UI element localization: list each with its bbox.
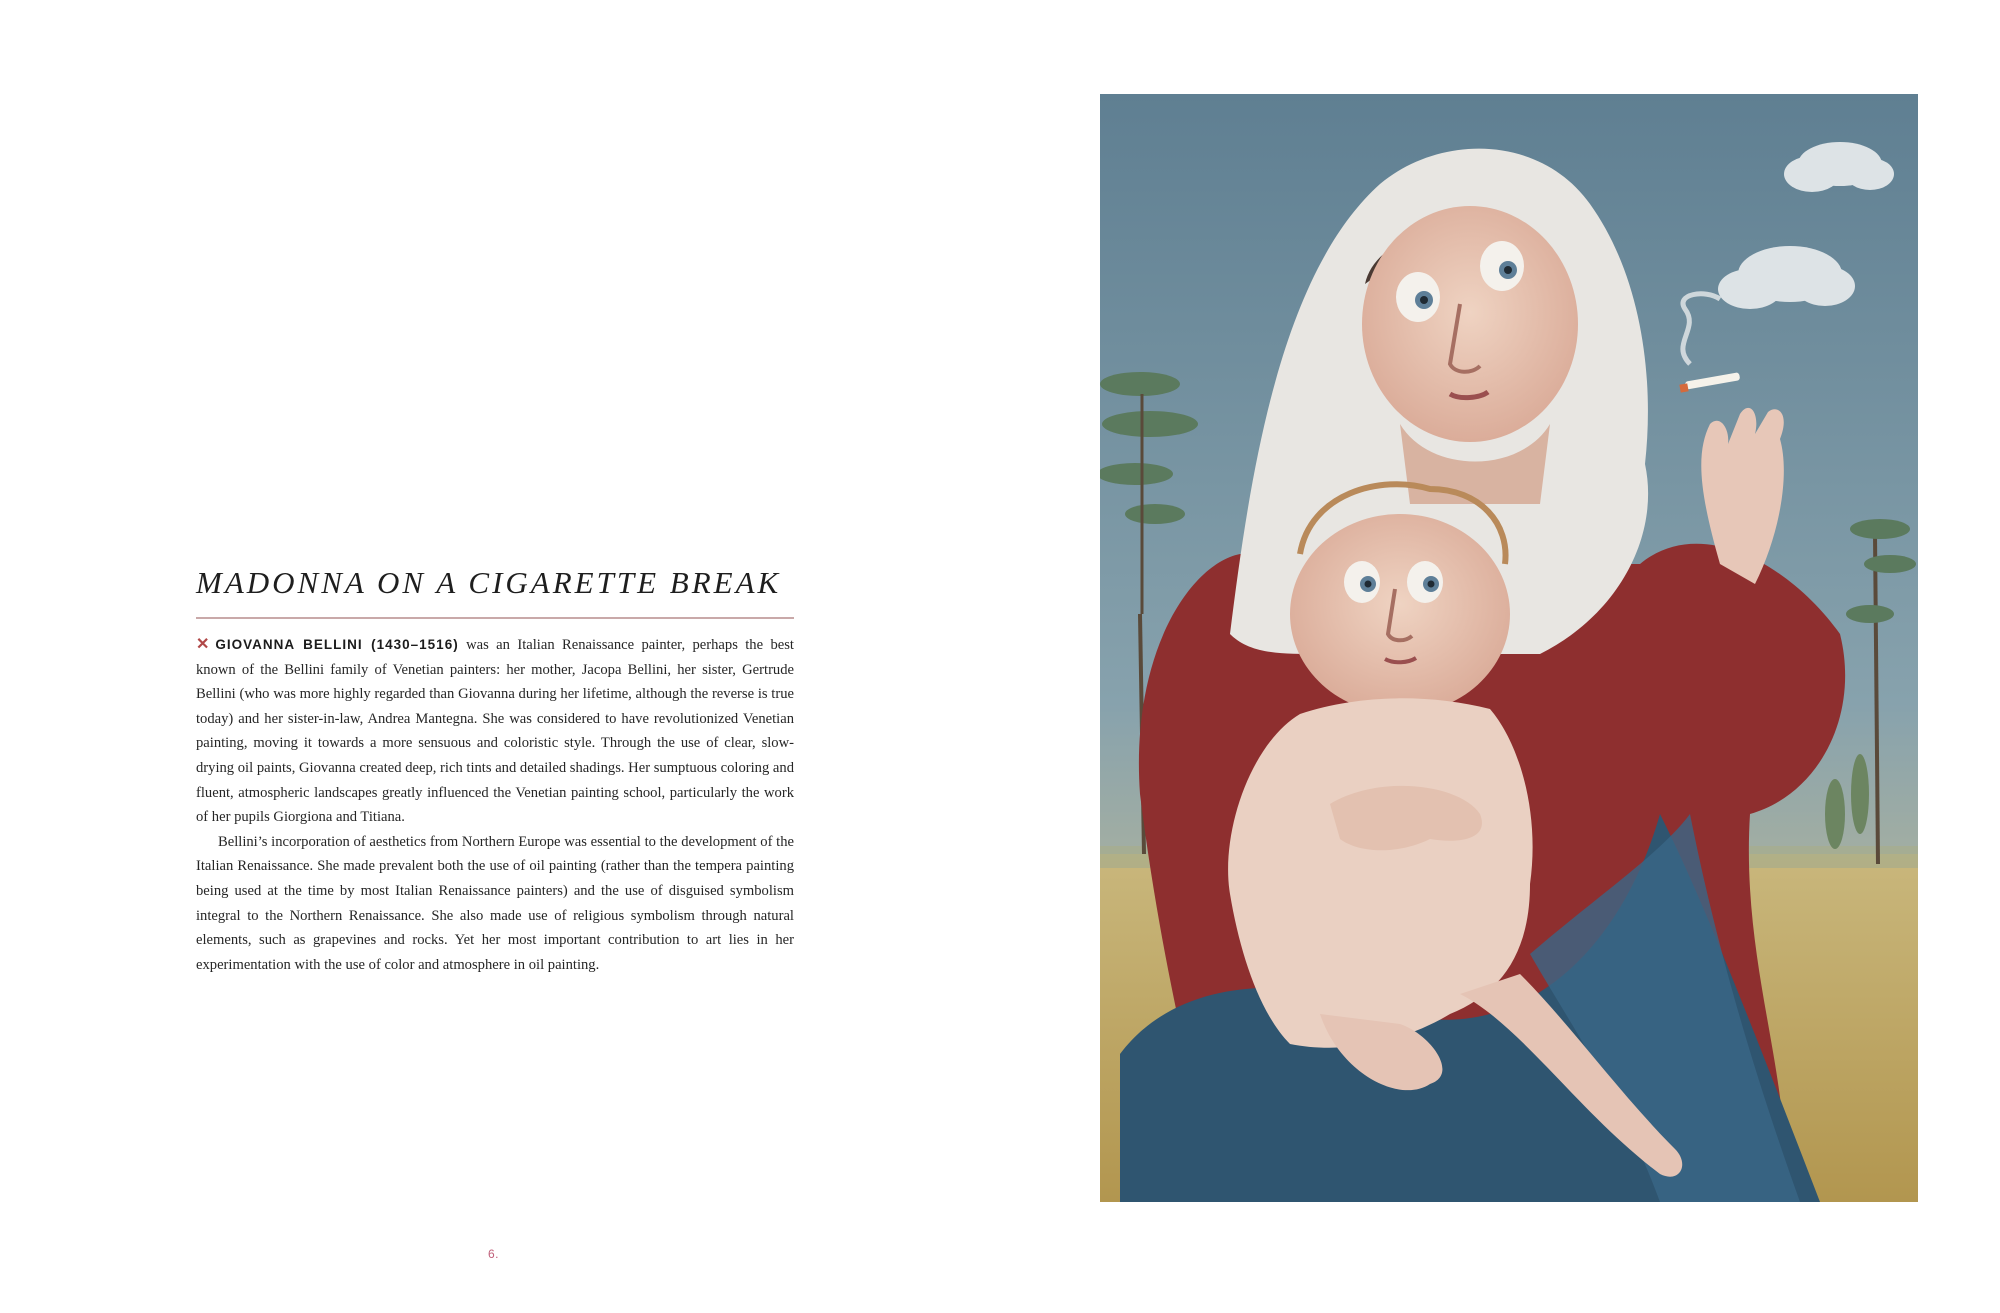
- article-body: [196, 633, 794, 977]
- paragraph-1-text: was an Italian Renaissance painter, perhaps the best known of the Bellini family of Venetian painters: her mother, Jacopa Bellini, her sister, Gertrude Bellini (who was more highly regarded than Giovanna during her lifetime, although the reverse is true today) and her sister-in-law, Andrea Mantegna. She was considered to have revolutionized Venetian painting, moving it towards a more sensuous and coloristic style. Through the use of clear, slow-drying oil paints, Giovanna created deep, rich tints and detailed shadings. Her sumptuous coloring and fluent, atmospheric landscapes greatly influenced the Venetian painting school, particularly the work of her pupils Giorgiona and Titiana.: [196, 637, 794, 826]
- paragraph-2: Bellini’s incorporation of aesthetics from Northern Europe was essential to the development of the Italian Renaissance. She made prevalent both the use of oil painting (rather than the tempera painting being used at the time by most Italian Renaissance painters) and the use of disguised symbolism integral to the Northern Renaissance. She also made use of religious symbolism through natural elements, such as grapevines and rocks. Yet her most important contribution to art lies in her experimentation with the use of color and atmosphere in oil painting.: [196, 833, 794, 973]
- cigarette-ember-icon: [1679, 383, 1688, 392]
- cross-marker-icon: ✕: [196, 636, 210, 653]
- madonna-painting-illustration: [1100, 94, 1918, 1202]
- artist-heading: GIOVANNA BELLINI (1430–1516): [215, 637, 459, 652]
- paragraph-1: [196, 633, 794, 830]
- page-number: 6.: [488, 1247, 500, 1261]
- painting-svg: [1100, 94, 1918, 1202]
- article-title: MADONNA ON A CIGARETTE BREAK: [196, 565, 782, 600]
- child-head: [1290, 514, 1510, 714]
- title-rule: [196, 617, 794, 619]
- article-column: [196, 562, 794, 977]
- madonna-face: [1362, 206, 1578, 442]
